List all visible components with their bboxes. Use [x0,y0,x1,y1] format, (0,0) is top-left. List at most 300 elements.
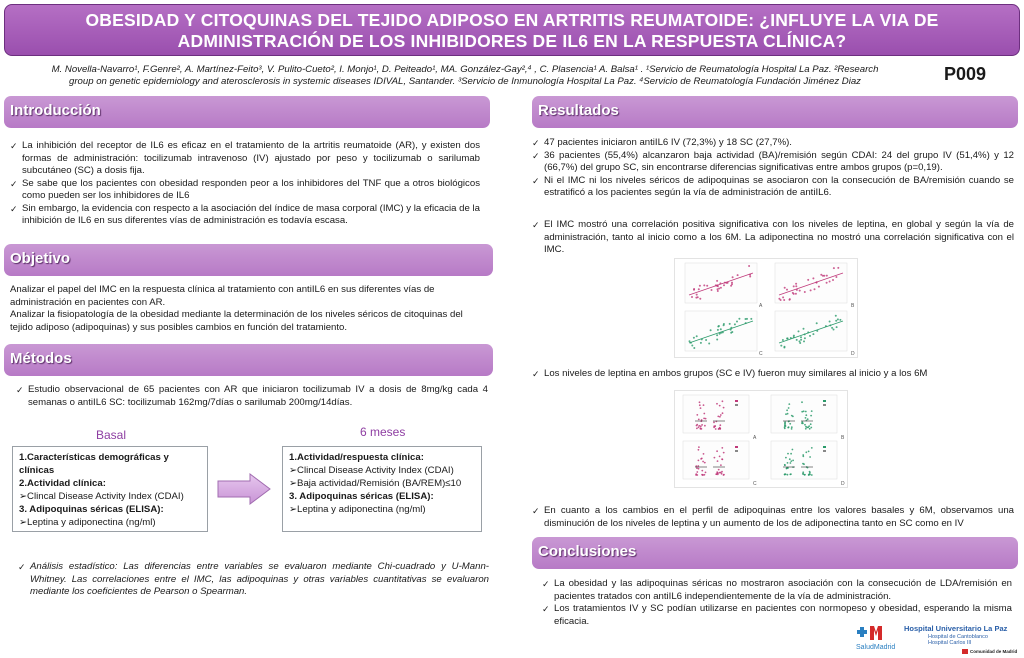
plot-panel [775,311,847,351]
meses-box [282,446,482,532]
dot-point [704,425,706,427]
dot-point [698,468,700,470]
scatter-point [831,327,833,329]
dot-point [702,474,704,476]
dot-point [721,471,723,473]
metodos-header-label: Métodos [10,350,72,367]
intro-item: ✓ Sin embargo, la evidencia con respecto a la asociación del índice de masa corporal (IMC) y la eficacia de la inhibición de IL6 en sus diferentes vías de administración es todavía escasa. [10,202,480,226]
dot-point [703,404,705,406]
dot-point [713,422,715,424]
dot-point [790,462,792,464]
legend-swatch [735,400,738,402]
poster-code: P009 [944,64,987,84]
check-icon: ✓ [532,175,540,186]
meses-box-line: ➢Baja actividad/Remisión (BA/REM)≤10 [289,478,462,489]
dot-point [698,446,700,448]
plot-panel [771,395,837,433]
dot-point [698,419,700,421]
scatter-point [823,275,825,277]
dot-point [787,427,789,429]
plot-panel [775,263,847,303]
scatter-point [708,343,710,345]
scatter-point [795,293,797,295]
dot-point [721,473,723,475]
scatter-point [729,323,731,325]
dot-point [698,460,700,462]
resultados-item: ✓ Ni el IMC ni los niveles séricos de adipoquinas se asociaron con la consecución de BA/remisión cuando se estratificó a los pacientes según la vía de administración de antiIL6. [532,174,1014,198]
legend-swatch [823,446,826,448]
scatter-point [720,287,722,289]
basal-box-line: 1.Características demográficas y clínicas [19,452,169,476]
dot-point [809,456,811,458]
scatter-point [826,275,828,277]
scatter-point [829,281,831,283]
dot-point [719,428,721,430]
dot-point [703,453,705,455]
scatter-point [699,298,701,300]
scatter-point [750,318,752,320]
check-icon: ✓ [542,579,550,589]
scatter-point [737,274,739,276]
scatter-point [780,345,782,347]
scatter-point [716,339,718,341]
dot-point [787,413,789,415]
scatter-point [703,284,705,286]
figure-imc-leptina-plot [675,259,859,359]
check-icon: ✓ [542,604,550,614]
check-icon: ✓ [532,150,540,161]
scatter-point [814,288,816,290]
scatter-point [839,319,841,321]
objetivo-line: Analizar la fisiopatología de la obesidad mediante la determinación de los niveles séricos de citoquinas del tejido adiposo (adipoquinas) y sus posibles cambios en función del tratamiento. [10,309,463,333]
scatter-point [731,331,733,333]
scatter-point [718,288,720,290]
meses-label: 6 meses [360,425,406,439]
scatter-point [718,325,720,327]
dot-point [803,463,805,465]
legend-swatch [735,404,738,406]
estadistico-body [16,561,489,599]
poster-title [4,4,1020,56]
title-line-2: ADMINISTRACIÓN DE LOS INHIBIDORES DE IL6 EN LA RESPUESTA CLÍNICA? [177,31,847,51]
dot-point [809,471,811,473]
dot-point [698,449,700,451]
scatter-point [793,285,795,287]
check-icon: ✓ [18,562,26,572]
dot-point [698,426,700,428]
meses-box-line: ➢Clincal Disease Activity Index (CDAI) [289,465,454,476]
objetivo-line: Analizar el papel del IMC en la respuesta clínica al tratamiento con antiIL6 en sus diferentes vías de administración en pacientes con AR. [10,284,435,308]
dot-point [696,414,698,416]
scatter-point [793,293,795,295]
dot-point [785,457,787,459]
dot-point [808,474,810,476]
scatter-point [796,339,798,341]
legend-swatch [823,450,826,452]
basal-box-line: ➢Clincal Disease Activity Index (CDAI) [19,491,184,502]
dot-point [720,414,722,416]
dot-point [788,407,790,409]
metodos-header [4,344,493,376]
dot-point [784,474,786,476]
conclusiones-item: ✓ La obesidad y las adipoquinas séricas no mostraron asociación con la consecución de LDA/remisión en pacientes tratados con antiIL6 independientemente de la vía de administración. [542,578,1012,602]
scatter-point [693,288,695,290]
introduccion-header-label: Introducción [10,102,101,119]
scatter-point [716,280,718,282]
figure-imc-leptina [674,258,858,358]
dot-point [808,451,810,453]
dot-point [803,410,805,412]
meses-box-line: ➢Leptina y adiponectina (ng/ml) [289,504,426,515]
scatter-point [689,340,691,342]
panel-label: A [759,303,763,309]
scatter-point [705,339,707,341]
scatter-point [798,330,800,332]
conclusiones-body [540,578,1012,628]
objetivo-body [10,284,480,334]
meses-box-line: 3. Adipoquinas séricas (ELISA): [289,491,434,502]
scatter-point [699,285,701,287]
dot-point [791,428,793,430]
scatter-point [782,296,784,298]
dot-point [786,409,788,411]
dot-point [718,469,720,471]
introduccion-header [4,96,490,128]
dot-point [714,457,716,459]
dot-point [807,418,809,420]
arrow-bullet-icon: ➢ [289,478,298,489]
arrow-bullet-icon: ➢ [289,465,298,476]
scatter-point [803,340,805,342]
scatter-point [723,284,725,286]
dot-point [786,468,788,470]
dot-point [696,425,698,427]
dot-point [789,458,791,460]
dot-point [722,400,724,402]
dot-point [792,460,794,462]
hospital-sub-1: Hospital de Cantoblanco [928,634,988,640]
scatter-point [748,265,750,267]
resultados-item: ✓ 36 pacientes (55,4%) alcanzaron baja actividad (BA)/remisión según CDAI: 24 del grupo IV (51,4%) y 12 (66,7%) del grupo SC, sin encontrarse diferencias significativas entre ambos grupos (p=0,19). [532,149,1014,173]
legend-swatch [823,404,826,406]
imc-item: ✓ El IMC mostró una correlación positiva significativa con los niveles de leptina, en global y según la vía de administración, tanto al inicio como a los 6M. La adiponectina no mostró una correlación significativa con el IMC. [532,219,1014,255]
dot-point [802,473,804,475]
dot-point [703,413,705,415]
dot-point [719,456,721,458]
scatter-point [835,320,837,322]
dot-point [787,462,789,464]
scatter-point [833,267,835,269]
leptina-body [530,368,1014,381]
scatter-point [716,334,718,336]
conclusiones-header-label: Conclusiones [538,543,637,560]
scatter-point [736,321,738,323]
scatter-point [734,323,736,325]
dot-point [810,423,812,425]
dot-point [714,425,716,427]
scatter-point [696,294,698,296]
dot-point [790,460,792,462]
dot-point [701,424,703,426]
dot-point [695,474,697,476]
check-icon: ✓ [532,369,540,379]
metodos-body [14,384,488,409]
dot-point [716,450,718,452]
scatter-point [803,328,805,330]
authors [10,64,920,88]
panel-label: D [851,351,855,357]
dot-point [703,418,705,420]
dot-point [720,464,722,466]
dot-point [704,462,706,464]
dot-point [809,428,811,430]
basal-box [12,446,208,532]
check-icon: ✓ [10,178,18,189]
scatter-point [835,276,837,278]
dot-point [717,460,719,462]
dot-point [696,467,698,469]
dot-point [791,415,793,417]
dot-point [696,471,698,473]
dot-point [810,427,812,429]
salud-madrid-logo-icon [856,624,902,646]
check-icon: ✓ [532,506,540,516]
comunidad-flag-icon [962,649,968,654]
dot-point [811,474,813,476]
scatter-point [711,289,713,291]
scatter-point [706,285,708,287]
plot-panel [683,395,749,433]
panel-label: D [841,481,845,487]
dot-point [791,426,793,428]
dot-point [802,423,804,425]
scatter-point [810,289,812,291]
estadistico-item: ✓ Análisis estadístico: Las diferencias entre variables se evaluaron mediante Chi-cuadrado y U-Mann-Whitney. Las correlaciones entre el IMC, las adipoquinas y otras variables cuantitativas se evaluaron mediante los coeficientes de Pearson o Spearman. [18,561,489,597]
scatter-point [691,296,693,298]
dot-point [700,425,702,427]
scatter-point [809,335,811,337]
resultados-header-label: Resultados [538,102,619,119]
figure-leptina-grupos-plot [675,391,849,489]
resultados-header [532,96,1018,128]
dot-point [789,474,791,476]
dot-point [722,459,724,461]
dot-point [700,427,702,429]
check-icon: ✓ [532,138,540,148]
scatter-point [799,340,801,342]
check-icon: ✓ [532,220,540,230]
dot-point [723,474,725,476]
scatter-point [693,337,695,339]
dot-point [805,411,807,413]
scatter-point [787,337,789,339]
conclusiones-item: ✓ Los tratamientos IV y SC podían utilizarse en pacientes con normopeso y obesidad, esperando la misma eficacia. [542,603,1012,627]
check-icon: ✓ [16,385,24,395]
scatter-point [786,289,788,291]
scatter-point [812,277,814,279]
dot-point [701,470,703,472]
legend-swatch [823,400,826,402]
conclusiones-header [532,537,1018,569]
imc-body [530,219,1014,257]
scatter-point [837,267,839,269]
dot-point [802,455,804,457]
dot-point [802,471,804,473]
scatter-point [789,299,791,301]
panel-label: B [841,435,845,441]
scatter-point [691,345,693,347]
salud-madrid-text: SaludMadrid [856,644,896,651]
scatter-point [835,315,837,317]
scatter-point [710,329,712,331]
dot-point [804,474,806,476]
scatter-point [807,279,809,281]
resultados-item: ✓ 47 pacientes iniciaron antiIL6 IV (72,3%) y 18 SC (27,7%). [532,137,792,148]
scatter-point [780,299,782,301]
scatter-point [795,285,797,287]
legend-swatch [735,450,738,452]
panel-label: A [753,435,757,441]
scatter-point [795,283,797,285]
panel-label: C [759,351,763,357]
dot-point [715,428,717,430]
cambios-body [530,505,1014,530]
dot-point [716,473,718,475]
dot-point [789,423,791,425]
authors-line-1: M. Novella-Navarro¹, F.Genre², A. Martínez-Feito³, V. Pulito-Cueto², I. Monjo¹, D. Peiteado¹, MA. González-Gay²,⁴ , C. Plasencia¹ A. Balsa¹ . ¹Servicio de Reumatología Hospital La Paz. ²Research [51,64,879,75]
dot-point [719,472,721,474]
scatter-point [820,274,822,276]
dot-point [719,424,721,426]
dot-point [705,472,707,474]
scatter-point [832,279,834,281]
basal-box-line: ➢Leptina y adiponectina (ng/ml) [19,517,156,528]
dot-point [784,425,786,427]
intro-item: ✓ La inhibición del receptor de IL6 es eficaz en el tratamiento de la artritis reumatoide (AR), y existen dos formas de administración: tocilizumab intravenoso (IV) ajustado por peso y tocilizumab o sarilumab subcutáneo (SC) a dosis fija. [10,140,480,176]
logo-area [856,622,1020,656]
check-icon: ✓ [10,203,18,214]
dot-point [723,452,725,454]
title-line-1: OBESIDAD Y CITOQUINAS DEL TEJIDO ADIPOSO EN ARTRITIS REUMATOIDE: ¿INFLUYE LA VIA DE [85,10,939,30]
scatter-point [812,333,814,335]
cambios-item: ✓ En cuanto a los cambios en el perfil de adipoquinas entre los valores basales y 6M, observamos una disminución de los niveles de leptina y un aumento de los de adiponectina tanto en SC como en IV [532,505,1014,529]
metodos-item: ✓ Estudio observacional de 65 pacientes con AR que iniciaron tocilizumab IV a dosis de 8mg/kg cada 4 semanas o antiIL6 SC: tocilizumab 162mg/7días o sarilumab 200mg/14días. [16,384,488,408]
dot-point [805,417,807,419]
scatter-point [717,290,719,292]
basal-box-line: 2.Actividad clínica: [19,478,106,489]
scatter-point [800,339,802,341]
dot-point [787,474,789,476]
scatter-point [723,323,725,325]
check-icon: ✓ [10,141,18,151]
dot-point [804,424,806,426]
dot-point [721,447,723,449]
scatter-point [799,290,801,292]
dot-point [723,407,725,409]
scatter-point [732,276,734,278]
scatter-point [700,342,702,344]
panel-label: B [851,303,855,309]
scatter-point [697,296,699,298]
dot-point [784,464,786,466]
dot-point [790,453,792,455]
dot-point [697,465,699,467]
dot-point [801,401,803,403]
scatter-point [731,282,733,284]
scatter-point [720,328,722,330]
dot-point [785,413,787,415]
scatter-point [800,336,802,338]
panel-label: C [753,481,757,487]
dot-point [719,405,721,407]
meses-box-line: 1.Actividad/respuesta clínica: [289,452,424,463]
scatter-point [804,337,806,339]
arrow-right-icon [216,472,272,506]
scatter-point [717,329,719,331]
intro-item: ✓ Se sabe que los pacientes con obesidad responden peor a los inhibidores del TNF que a otros biológicos como pueden ser los inhibidores de IL6 [10,177,480,201]
dot-point [811,447,813,449]
objetivo-header [4,244,493,276]
dot-point [792,449,794,451]
dot-point [699,401,701,403]
dot-point [701,458,703,460]
dot-point [722,412,724,414]
scatter-point [696,335,698,337]
figure-leptina-grupos [674,390,848,488]
dot-point [719,416,721,418]
basal-box-line: 3. Adipoquinas séricas (ELISA): [19,504,164,515]
legend-swatch [735,446,738,448]
leptina-item: ✓ Los niveles de leptina en ambos grupos (SC e IV) fueron muy similares al inicio y a los 6M [532,368,928,379]
dot-point [807,426,809,428]
dot-point [784,422,786,424]
resultados-body [530,137,1014,200]
scatter-point [749,276,751,278]
scatter-point [693,347,695,349]
scatter-point [833,329,835,331]
scatter-point [782,339,784,341]
scatter-point [826,282,828,284]
dot-point [699,404,701,406]
scatter-point [745,318,747,320]
dot-point [717,416,719,418]
arrow-bullet-icon: ➢ [19,491,28,502]
basal-label: Basal [96,428,127,442]
hospital-sub-2: Hospital Carlos III [928,640,972,646]
dot-point [805,414,807,416]
dot-point [805,428,807,430]
objetivo-header-label: Objetivo [10,250,71,267]
dot-point [788,403,790,405]
arrow-bullet-icon: ➢ [289,504,298,515]
dot-point [784,428,786,430]
scatter-point [837,318,839,320]
comunidad-text: Comunidad de Madrid [970,649,1018,654]
plot-panel [771,441,837,479]
introduccion-body [8,140,480,228]
scatter-point [698,288,700,290]
scatter-point [738,318,740,320]
scatter-point [783,299,785,301]
arrow-bullet-icon: ➢ [19,517,28,528]
scatter-point [784,287,786,289]
scatter-point [816,322,818,324]
scatter-point [829,321,831,323]
authors-line-2: group on genetic epidemiology and aterosclerosis in systemic diseases IDIVAL, Santander. ³Servicio de Inmunología Hospital La Paz. ⁴Servicio de Reumatología Fundación Jiménez Diaz [69,76,861,87]
dot-point [702,461,704,463]
scatter-point [784,346,786,348]
scatter-point [804,291,806,293]
